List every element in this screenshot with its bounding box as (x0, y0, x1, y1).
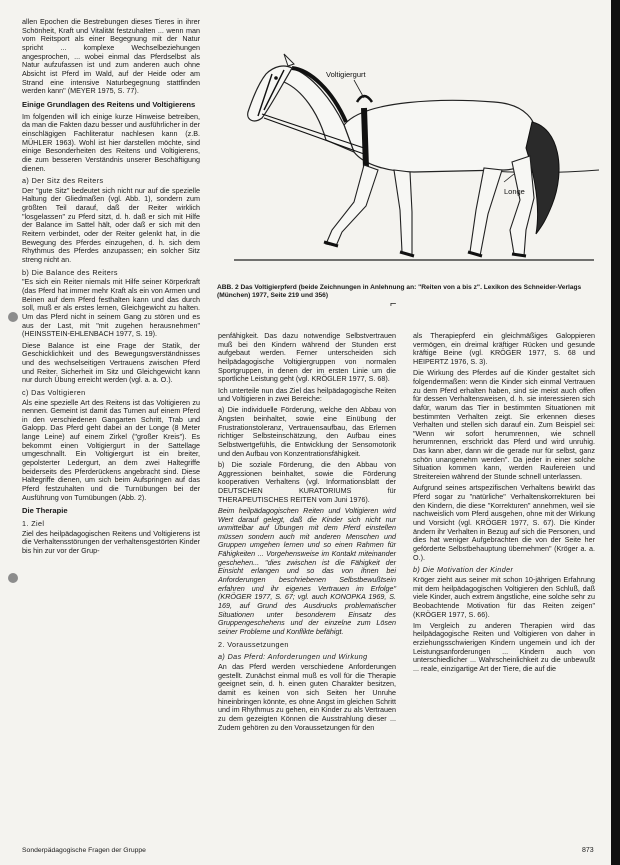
subsection-heading: b) Die Balance des Reiters (22, 267, 118, 277)
text-column-left (22, 18, 200, 558)
paragraph: Im Vergleich zu anderen Therapien wird das heilpädagogische Reiten und Voltigieren von daher in erziehungsschwierigen Kindern ungemein und ich der Leistungsanforderungen ... Kindern auch von unterschiedlicher ... Wahrscheinlichkeit zu die unbewußt ... reale, einzigartige Art der Tiere, die auf die (413, 620, 595, 674)
text-column-middle (218, 332, 396, 735)
paragraph: An das Pferd werden verschiedene Anforderungen gestellt. Zunächst einmal muß es voll für die Therapie geeignet sein, d. h. einen guten Charakter besitzen, damit es keinen von sich Seiten her Unruhe hineinbringen könnte, es ohne Angst im gleichen Schritt und im Rhythmus zu gehen, ein Kinder zu als Vertrauen zu dem gezeigten Können die Ausstrahlung dieser ... Zudem gehören zu den Voraussetzungen für den (218, 662, 396, 732)
subsection-heading: a) Der Sitz des Reiters (22, 176, 104, 186)
paragraph: Aufgrund seines artspezifischen Verhaltens bewirkt das Pferd sogar zu "natürliche" Verhaltenskorrekturen bei den Kindern, die diese "Korrekturen" annehmen, weil sie nachweislich vom Pferd ausgehen, ohne mit der Wirkung und Vorsicht (vgl. KRÖGER 1977, S. 67). Die Kinder ändern ihr Verhalten in Bezug auf sich die Personen, und dies hat weniger Aufgebrachten die von der Seite her geförderte Selbstbehauptung übernehmen" (Kröger a. a. O.). (413, 483, 595, 562)
paragraph: Diese Balance ist eine Frage der Statik, der Geschicklichkeit und des Bewegungsverständnisses und des wechselseitigen Vertrauens zwischen Pferd und Reiter. Sicherheit im Sitz und Gleichgewicht kann nur durch Übung erreicht werden (vgl. a. a. O.). (22, 340, 200, 385)
punch-hole (8, 312, 18, 322)
paragraph: Beim heilpädagogischen Reiten und Voltigieren wird Wert darauf gelegt, daß die Kinder sich nicht nur unmittelbar auf Übungen mit dem Pferd einstellen müssen sondern auch mit anderen Menschen und Gruppen umgehen lernen und so einen Rahmen für Fähigkeiten ... Vorgehensweise im Kontakt miteinander geschehen... "dies zwischen ist die Fähigkeit der Einsicht erlangen und so das von ihnen bei Anforderungen beschriebenen Selbstbewußtsein erfahren und ihr eigenes Vertrauen im Erfolge" (KRÖGER 1977, S. 67; vgl. auch KONOPKA 1969, S. 169, auf Grund des Ausdrucks problematischer Situationen unter besonderem Einsatz des Gruppengeschehens und der einzelne zum Lösen seiner Probleme und Konflikte befähigt. (218, 505, 396, 637)
paragraph: als Therapiepferd ein gleichmäßiges Galoppieren vermögen, ein dreimal kräftiger Rücken und gesunde kräftige Beine (vgl. KRÖGER 1977, S. 68 und HEIPERTZ 1976, S. 3). (413, 331, 595, 366)
subsection-heading: 1. Ziel (22, 519, 45, 529)
paragraph: penfähigkeit. Das dazu notwendige Selbstvertrauen muß bei den Kindern während der Stunden erst aufgebaut werden. Ferner unterscheiden sich heilpädagogische Voltigiergruppen von normalen Sportgruppen, in denen der im ersten Linie um die sportliche Leistung geht (vgl. KRÖGLER 1977, S. 68). (218, 331, 396, 384)
page-number: 873 (582, 847, 594, 854)
subsection-heading: a) Das Pferd: Anforderungen und Wirkung (218, 652, 368, 662)
text-column-right (413, 332, 595, 676)
horse-illustration (214, 30, 599, 288)
section-heading: Einige Grundlagen des Reitens und Voltigierens (22, 99, 196, 109)
running-footer: Sonderpädagogische Fragen der Gruppe (22, 847, 146, 854)
subsection-heading: c) Das Voltigieren (22, 387, 86, 397)
paragraph: a) Die individuelle Förderung, welche den Abbau von Ängsten beinhaltet, sowie eine Einübung der Frustrationstoleranz, Vertrauensaufbau, das Erlernen richtiger Selbsteinschätzung, den Aufbau eines Selbstwertgefühls, die Entwicklung der Sensomotorik und den Aufbau von Konzentrationsfähigkeit. (218, 405, 396, 458)
paragraph: Ich unterteile nun das Ziel das heilpädagogische Reiten und Voltigieren in zwei Bereiche: (218, 385, 396, 404)
figure-caption: ABB. 2 Das Voltigierpferd (beide Zeichnungen in Anlehnung an: "Reiten von a bis z". Lexikon des Schneider-Verlags (München) 1977, Seite 219 und 356) (217, 284, 582, 299)
subsection-heading: 2. Voraussetzungen (218, 639, 289, 649)
paragraph: allen Epochen die Bestrebungen dieses Tieres in ihrer Schönheit, Kraft und Vitalität festzuhalten ... wenn man vom Reitsport als einer Begegnung mit der Natur spricht ... komplexe Wechselbeziehungen angesprochen, ... wobei einmal das Pferdselbst als Natur aufzufassen ist und zum anderen auch ohne Absicht ist Pferd im Wald, auf der Heide oder am Strand eine intensive Naturbegegnung stattfinden werden kann" (MEYER 1975, S. 77). (22, 17, 200, 96)
label-longe: Longe (504, 187, 525, 196)
quote-paragraph: "Es sich ein Reiter niemals mit Hilfe seiner Körperkraft (das Pferd hat immer mehr Kraft als ein von Armen und Beinen auf dem Pferd festhalten kann und das durch soll, muß er als erstes lernen, Gleichgewicht zu halten. Um das Pferd nicht in seinem Gang zu stören und es aus der Last, mit "mit zugehen herausnehmen" (HEINSSTEIN-EHLENBACH 1977, S. 19). (22, 277, 200, 339)
paragraph: Im folgenden will ich einige kurze Hinweise betreiben, da man die Fakten dazu besser und ausführlicher in der einschlägigen Fachliteratur nachlesen kann (z.B. MÜHLER 1963). Wohl ist hier darstellen möchte, sind einige Besonderheiten des Reitens und Voltigierens, die zum besseren Verständnis unserer Beschäftigung dienen. (22, 111, 200, 173)
caret-mark: ⌐ (390, 298, 397, 310)
label-voltigiergurt: Voltigiergurt (326, 70, 366, 79)
paragraph: b) Die soziale Förderung, die den Abbau von Aggressionen beinhaltet, sowie die Förderung kooperativen Verhaltens (vgl. Informationsblatt der DEUTSCHEN KURATORIUMS für THERAPEUTISCHES REITEN vom Juni 1976). (218, 459, 396, 504)
paragraph: Kröger zieht aus seiner mit schon 10-jährigen Erfahrung mit dem heilpädagogischen Voltigieren den Schluß, daß viele Kinder, auch extrem ängstliche, eine solche sehr zu Beobachtende Motivation für das Reiten zeigen" (KRÖGER 1977, S. 66). (413, 574, 595, 619)
paragraph: Die Wirkung des Pferdes auf die Kinder gestaltet sich folgendermaßen: wenn die Kinder sich einmal Vertrauen zu dem Pferd erhalten haben, sind sie meist auch offen für dessen Verhaltensweisen, d. h. sie interessieren sich dafür, warum das Tier in bestimmten Situationen mit bestimmten Verhalten zeigt. Sie erkennen dieses Verhalten und stellen sich darauf ein. Zum Beispiel sei: "Wenn wir sofort herumrennen, wie schnell herumrennen, erschrickt das Pferd und wird unruhig. Das kann aber, dann wir die gerade nur für selbst, ganz schön unangenehm werden". Da jeder in einer solche Situation kommen kann, werden Raufereien und Streitereien während der Stunde schnell unterlassen. (413, 368, 595, 482)
section-heading: Die Therapie (22, 506, 68, 516)
paragraph: Als eine spezielle Art des Reitens ist das Voltigieren zu nennen. Gemeint ist damit das Turnen auf einem Pferd in den verschiedenen Gangarten Schritt, Trab und Galopp. Das Pferd geht dabei an der Longe (8 Meter lange Leine) auf einem Zirkel ("großer Kreis"). Es bekommt einen Voltigiergurt in der Sattellage umgeschnallt. Ein Voltigiergurt ist ein breiter, gepolsterter Ledergurt, an dem zwei Haltegriffe beiderseits des Pferderückens angebracht sind. Diese Haltegriffe dienen, um sich beim Aufspringen auf das Pferd festzuhalten und die Turnübungen bei der Ausführung von Turnübungen (Abb. 2). (22, 397, 200, 502)
paragraph: Der "gute Sitz" bedeutet sich nicht nur auf die spezielle Haltung der Gliedmaßen (vgl. Abb. 1), sondern zum größten Teil darauf, daß der Reiter wirklich "losgelassen" zu Pferd sitzt, d. h. daß er sich mit Hilfe der Balance im Sattel hält, oder daß er sich mit den Reitern verbindet, oder der Reiter gelenkt hat, in die Bewegung des Pferdes einzugehen, d. h. sich dem Rhythmus des Pferdes anzupassen; ein solcher Sitz streng nicht an. (22, 185, 200, 265)
paragraph: Ziel des heilpädagogischen Reitens und Voltigierens ist die Verhaltensstörungen der verhaltensgestörten Kinder bis hin zur vor der Grup- (22, 528, 200, 555)
subsection-heading: b) Die Motivation der Kinder (413, 565, 514, 575)
scan-edge (611, 0, 620, 865)
punch-hole (8, 573, 18, 583)
